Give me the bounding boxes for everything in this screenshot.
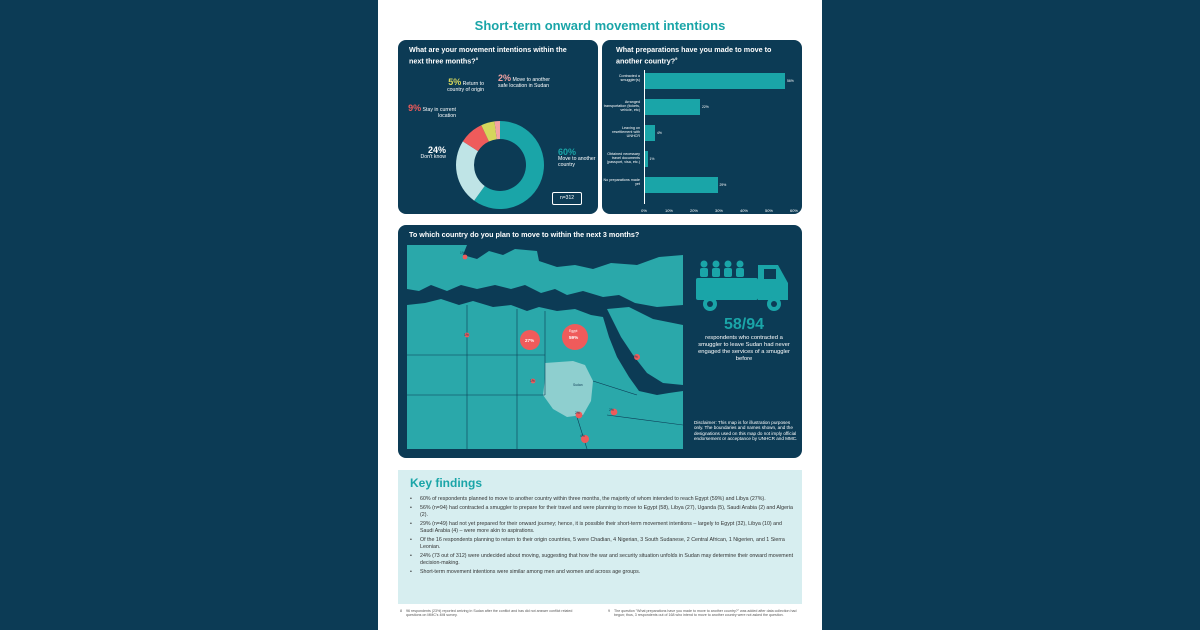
donut-slice-1 — [456, 141, 485, 200]
label-stay: 9% Stay in current location — [408, 103, 456, 119]
map-pct-uganda: 4% — [580, 434, 585, 438]
preparations-bar-chart — [602, 40, 802, 214]
map-pct-south-sudan: 2% — [575, 411, 580, 415]
truck-people-icon — [694, 259, 794, 313]
bar-label: No preparations made yet — [603, 178, 640, 187]
list-item: • 60% of respondents planned to move to another country within three months, the majority of whom intended to reach Egypt (59%) and Libya (27%). — [410, 496, 794, 503]
intentions-title: What are your movement intentions within the next three months?$^8$ — [409, 45, 567, 66]
key-findings-box — [398, 470, 802, 604]
bar — [645, 99, 700, 115]
bar — [645, 125, 655, 141]
bar — [645, 177, 718, 193]
x-tick-label: 10% — [664, 208, 673, 213]
marker-europe — [463, 255, 468, 260]
map-name-egypt: Egypt — [569, 329, 578, 333]
bar-label: Contracted a smuggler(s) — [618, 74, 640, 83]
list-item: • 29% (n=49) had not yet prepared for their onward journey; hence, it is possible their short-term movement intentions – largely to Egypt (32), Libya (10) and Saudi Arabia (4) – were more akin to aspirations. — [410, 521, 794, 535]
page-title: Short-term onward movement intentions — [474, 18, 726, 33]
list-item: • 56% (n=94) had contracted a smuggler to prepare for their travel and were planning to move to Egypt (58), Libya (27), Uganda (5), Saudi Arabia (2) and Algeria (2). — [410, 505, 794, 519]
x-tick-label: 60% — [789, 208, 798, 213]
map-pct-ethiopia: 2% — [609, 408, 614, 412]
label-dont-know: 24% Don't know — [420, 145, 446, 160]
bar-value-label: 22% — [702, 105, 709, 109]
map-panel — [398, 225, 802, 458]
list-item: • Short-term movement intentions were similar among men and women and across age groups. — [410, 569, 794, 576]
map-pct-algeria: 1% — [464, 333, 469, 337]
preparations-panel — [602, 40, 802, 214]
n-badge: n=312 — [552, 192, 582, 205]
bar-value-label: 29% — [719, 183, 727, 187]
list-item: • Of the 16 respondents planning to return to their origin countries, 5 were Chadian, 4 Nigerian, 3 South Sudanese, 2 Central African, 1 Nigerien, and 1 Sierra Leonian. — [410, 537, 794, 551]
map-pct-egypt: 59% — [569, 335, 579, 340]
label-move-sudan: 2% Move to another safe location in Sudan — [498, 73, 550, 89]
bar — [645, 151, 648, 167]
map-pct-chad: 1% — [530, 379, 535, 383]
footnote-9: 9 The question "What preparations have you made to move to another country?" was added after data collection had begun; thus, 3 respondents out of 168 who intend to move to another country were not asked the question. — [608, 609, 797, 618]
bar-label: Obtained necessary travel documents (passport, visa, etc.) — [606, 152, 640, 165]
label-return: 5% Return to country of origin — [447, 77, 484, 93]
preparations-title: What preparations have you made to move to another country?$^9$ — [616, 45, 772, 66]
x-tick-label: 0% — [641, 208, 647, 213]
map-title: To which country do you plan to move to within the next 3 months? — [409, 230, 640, 239]
bar — [645, 73, 785, 89]
bar-label: Arranged transportation (tickets, vehicle, etc) — [603, 100, 640, 113]
map-pct-saudi: 2% — [633, 355, 638, 359]
map-disclaimer: Disclaimer: This map is for illustration purposes only. The boundaries and names shown, and the designations used on this map do not imply official endorsement or acceptance by UNHCR and MMC. — [694, 420, 798, 442]
report-page — [378, 0, 822, 630]
bar-value-label: 56% — [787, 79, 794, 83]
intentions-panel — [398, 40, 598, 214]
destination-map — [407, 245, 683, 449]
x-tick-label: 50% — [764, 208, 773, 213]
map-pct-libya: 27% — [525, 338, 535, 343]
intentions-donut — [398, 40, 598, 214]
map-name-sudan: Sudan — [573, 383, 583, 387]
bar-value-label: 1% — [649, 157, 655, 161]
key-findings-title: Key findings — [410, 476, 483, 490]
label-move-country: 60% Move to another country — [558, 147, 596, 168]
list-item: • 24% (73 out of 312) were undecided about moving, suggesting that how the war and security situation unfolds in Sudan may determine their onward movement decision-making. — [410, 553, 794, 567]
bar-label: Leaving on resettlement with UNHCR — [612, 126, 640, 139]
smuggler-stat: 58/94 — [723, 316, 765, 333]
x-tick-label: 30% — [714, 208, 723, 213]
map-pct-europe: 1% — [460, 251, 465, 255]
footnote-8: 8 96 respondents (23%) reported arriving in Sudan after the conflict and has did not answer conflict related questions on MMC's 4Mi survey. — [400, 609, 573, 618]
x-tick-label: 40% — [739, 208, 748, 213]
smuggler-stat-text: respondents who contracted a smuggler to leave Sudan had never engaged the services of a smuggler before — [698, 335, 790, 362]
x-tick-label: 20% — [689, 208, 698, 213]
bar-value-label: 4% — [657, 131, 662, 135]
key-findings-list — [410, 496, 794, 578]
